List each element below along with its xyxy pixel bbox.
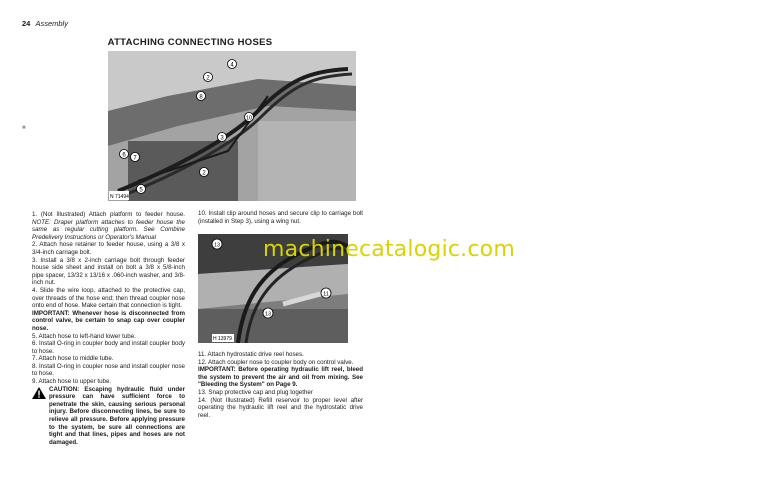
figure-1-code: N 71494	[110, 194, 129, 200]
step-4: 4. Slide the wire loop, attached to the protective cap, over threads of the hose end; then thread coupler nose onto end of hose. Make certain that connection is tight.	[32, 286, 185, 310]
watermark-text: machinecatalogic.com	[263, 237, 515, 262]
figure-2-callout: 13	[264, 311, 272, 318]
step-7: 7. Attach hose to middle tube.	[32, 355, 114, 363]
instructions-right-column-bottom	[198, 351, 363, 419]
figure-1-illustration	[108, 51, 356, 201]
page-number: 24	[22, 19, 31, 28]
figure-1-callout: 4	[230, 62, 234, 69]
figure-2-code: H 13979	[213, 336, 232, 342]
step-1	[32, 211, 185, 241]
step-9: 9. Attach hose to upper tube.	[32, 378, 112, 386]
step-13: 13. Snap protective cap and plug together	[198, 388, 313, 396]
figure-2-callout: 13	[213, 242, 221, 249]
step-1-text: 1. (Not Illustrated) Attach platform to feeder house.	[32, 211, 185, 218]
step-10: 10. Install clip around hoses and secure clip to carriage bolt (installed in Step 3), using a wing nut.	[198, 210, 363, 225]
figure-1-callout: 2	[202, 170, 206, 177]
important-note-left: IMPORTANT: Whenever hose is disconnected from control valve, be certain to snap cap over coupler nose.	[32, 309, 185, 332]
section-name: Assembly	[35, 19, 68, 28]
figure-1-callout: 8	[199, 94, 203, 101]
figure-1-callout: 7	[133, 155, 137, 162]
step-8: 8. Install O-ring in coupler nose and install coupler nose to hose.	[32, 362, 185, 378]
warning-triangle-icon	[32, 387, 46, 399]
figure-1-callout: 5	[139, 187, 143, 194]
instructions-left-column	[32, 211, 185, 446]
instructions-right-column-top	[198, 210, 363, 225]
figure-1-callout: 3	[220, 135, 224, 142]
step-11: 11. Attach hydrostatic drive reel hoses.	[198, 351, 304, 358]
step-3: 3. Install a 3/8 x 2-inch carriage bolt through feeder house side sheet and install on bolt a 3/8 x 5/8-inch pipe spacer, 13/32 x 13/16 x .060-inch washer, and 3/8-inch nut.	[32, 256, 185, 287]
step-14: 14. (Not Illustrated) Refill reservoir to proper level after operating the hydraulic lift reel and the hydrostatic drive reel.	[198, 396, 363, 419]
page-header	[22, 19, 68, 28]
figure-1-callout: 6	[122, 152, 126, 159]
step-1-note: NOTE: Draper platform attaches to feeder house the same as regular cutting platform. See Combine Predelivery Instructions or Operator's Manual	[32, 218, 185, 241]
step-6: 6. Install O-ring in coupler body and install coupler body to hose.	[32, 340, 185, 355]
figure-1-callout: 10	[245, 115, 253, 122]
important-note-right: IMPORTANT: Before operating hydraulic lift reel, bleed the system to prevent the air and oil from mixing. See "Bleeding the System" on Page 9.	[198, 366, 363, 389]
caution-text: CAUTION: Escaping hydraulic fluid under pressure can have sufficient force to penetrate the skin, causing serious personal injury. Before disconnecting lines, be sure to relieve all pressure. Before applying pressure to the system, be sure all connections are tight and that lines, pipes and hoses are not damaged.	[49, 385, 185, 446]
margin-mark: ■	[22, 125, 26, 131]
figure-2-callout: 11	[323, 291, 329, 298]
caution-block	[32, 386, 185, 447]
page-title: ATTACHING CONNECTING HOSES	[107, 37, 273, 48]
step-2: 2. Attach hose retainer to feeder house, using a 3/8 x 3/4-inch carriage bolt.	[32, 241, 185, 256]
figure-1-callout: 2	[206, 75, 210, 82]
step-12: 12. Attach coupler nose to coupler body on control valve.	[198, 358, 354, 366]
figure-hose-routing-photo	[108, 51, 356, 201]
step-5: 5. Attach hose to left-hand lower tube.	[32, 332, 136, 340]
